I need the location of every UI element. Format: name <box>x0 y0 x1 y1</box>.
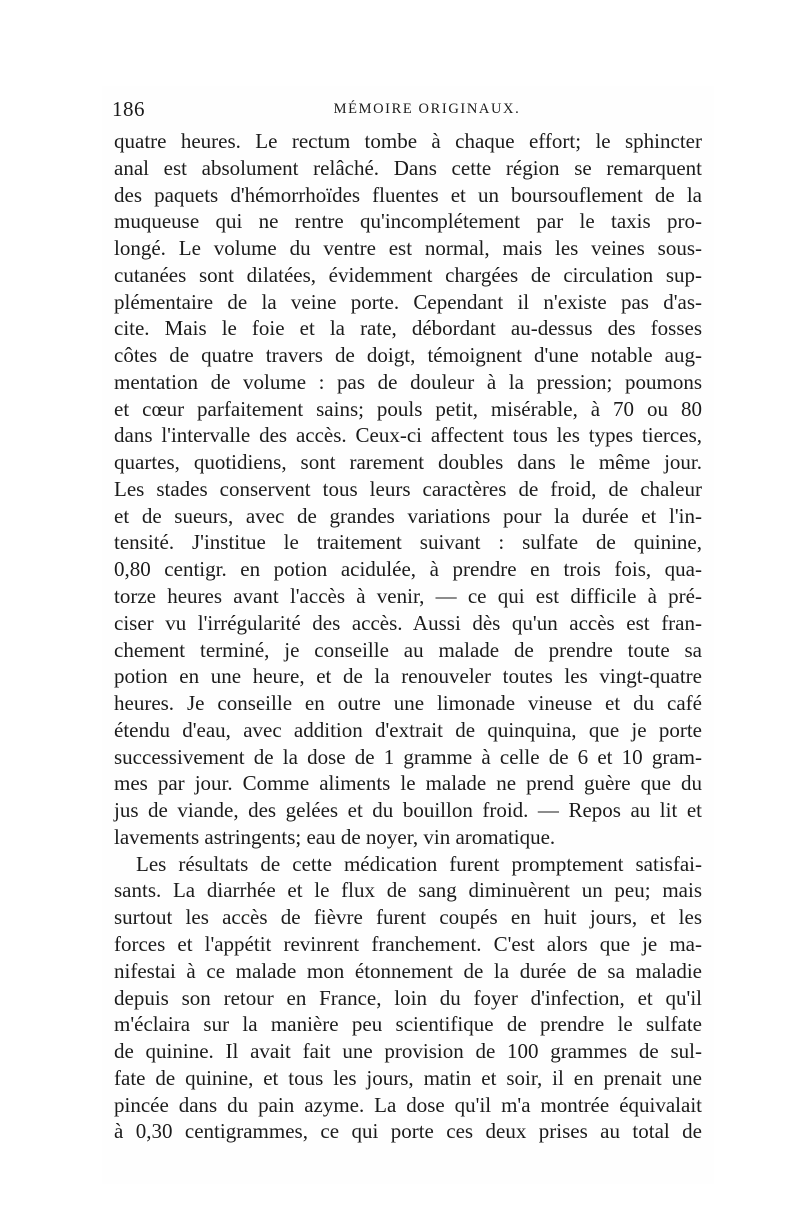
text-line: cutanées sont dilatées, évidemment chargées de circulation sup- <box>114 262 702 287</box>
text-line: heures. Je conseille en outre une limonade vineuse et du café <box>114 691 702 716</box>
text-line: des paquets d'hémorrhoïdes fluentes et un boursouflement de la <box>114 182 702 207</box>
body-text <box>114 128 702 1145</box>
text-line: m'éclaira sur la manière peu scientifique de prendre le sulfate <box>114 1012 702 1037</box>
text-line: sants. La diarrhée et le flux de sang diminuèrent un peu; mais <box>114 878 702 903</box>
text-line: forces et l'appétit revinrent franchement. C'est alors que je ma- <box>114 931 702 956</box>
text-line: anal est absolument relâché. Dans cette région se remarquent <box>114 155 702 180</box>
text-line: jus de viande, des gelées et du bouillon froid. — Repos au lit et <box>114 798 702 823</box>
text-line: étendu d'eau, avec addition d'extrait de quinquina, que je porte <box>114 717 702 742</box>
text-line: dans l'intervalle des accès. Ceux-ci affectent tous les types tierces, <box>114 423 702 448</box>
text-line: fate de quinine, et tous les jours, matin et soir, il en prenait une <box>114 1065 702 1090</box>
text-line: nifestai à ce malade mon étonnement de la durée de sa maladie <box>114 958 702 983</box>
text-line: mentation de volume : pas de douleur à la pression; poumons <box>114 369 702 394</box>
text-line: cite. Mais le foie et la rate, débordant au-dessus des fosses <box>114 316 702 341</box>
text-line: surtout les accès de fièvre furent coupés en huit jours, et les <box>114 905 702 930</box>
text-line: à 0,30 centigrammes, ce qui porte ces deux prises au total de <box>114 1119 702 1144</box>
running-head <box>112 97 702 123</box>
page-number: 186 <box>112 97 145 121</box>
text-line: quartes, quotidiens, sont rarement doubles dans le même jour. <box>114 450 702 475</box>
paragraph-end-line: lavements astringents; eau de noyer, vin aromatique. <box>114 824 556 849</box>
text-line: et cœur parfaitement sains; pouls petit, misérable, à 70 ou 80 <box>114 396 702 421</box>
text-line: successivement de la dose de 1 gramme à celle de 6 et 10 gram- <box>114 744 702 769</box>
text-line: longé. Le volume du ventre est normal, mais les veines sous- <box>114 236 702 261</box>
text-line: tensité. J'institue le traitement suivant : sulfate de quinine, <box>114 530 702 555</box>
text-line: mes par jour. Comme aliments le malade ne prend guère que du <box>114 771 702 796</box>
text-line: muqueuse qui ne rentre qu'incomplétement par le taxis pro- <box>114 209 702 234</box>
text-line: depuis son retour en France, loin du foyer d'infection, et qu'il <box>114 985 702 1010</box>
text-line: torze heures avant l'accès à venir, — ce qui est difficile à pré- <box>114 584 702 609</box>
text-line: quatre heures. Le rectum tombe à chaque effort; le sphincter <box>114 129 702 153</box>
text-line: 0,80 centigr. en potion acidulée, à prendre en trois fois, qua- <box>114 557 702 582</box>
text-line: plémentaire de la veine porte. Cependant il n'existe pas d'as- <box>114 289 702 314</box>
text-line: ciser vu l'irrégularité des accès. Aussi dès qu'un accès est fran- <box>114 610 702 635</box>
text-line: côtes de quatre travers de doigt, témoignent d'une notable aug- <box>114 343 702 368</box>
text-line: potion en une heure, et de la renouveler toutes les vingt-quatre <box>114 664 702 689</box>
text-line: de quinine. Il avait fait une provision de 100 grammes de sul- <box>114 1039 702 1064</box>
text-line: et de sueurs, avec de grandes variations pour la durée et l'in- <box>114 503 702 528</box>
running-title: MÉMOIRE ORIGINAUX. <box>333 101 521 117</box>
text-line: pincée dans du pain azyme. La dose qu'il m'a montrée équivalait <box>114 1092 702 1117</box>
paragraph-start-line: Les résultats de cette médication furent promptement satisfai- <box>136 851 702 876</box>
text-line: Les stades conservent tous leurs caractères de froid, de chaleur <box>114 476 702 501</box>
text-line: chement terminé, je conseille au malade de prendre toute sa <box>114 637 702 662</box>
